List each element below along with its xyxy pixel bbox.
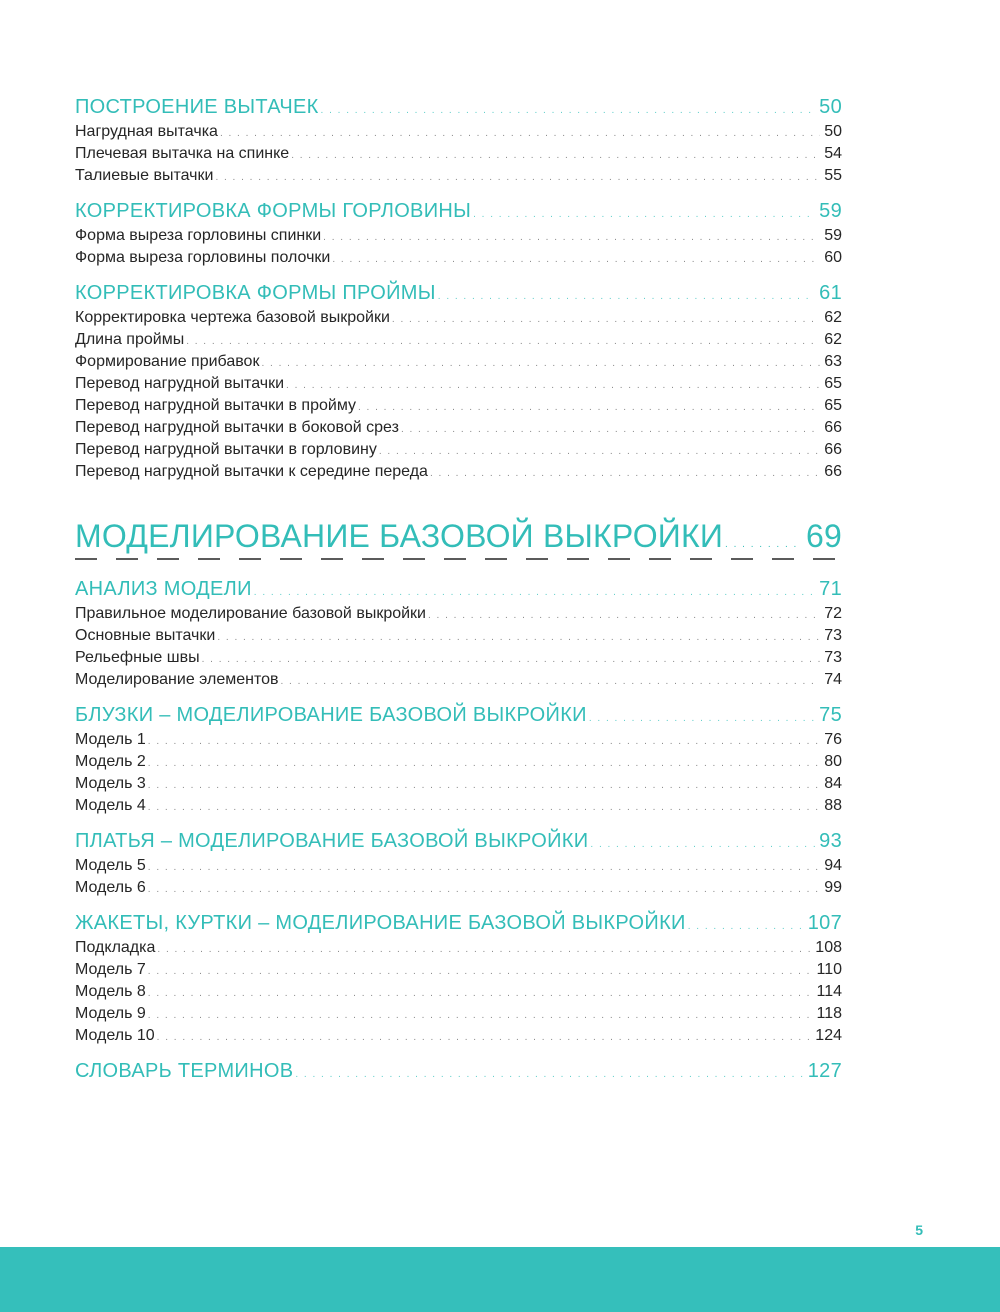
toc-item-page: 50 xyxy=(824,123,842,140)
dot-leader xyxy=(217,628,820,644)
toc-item-page: 73 xyxy=(824,627,842,644)
toc-item-title: Форма выреза горловины полочки xyxy=(75,249,331,266)
toc-section-page: 93 xyxy=(819,830,842,852)
toc-item-title: Модель 7 xyxy=(75,961,146,978)
toc-item-page: 60 xyxy=(824,249,842,266)
toc-section-title: БЛУЗКИ – МОДЕЛИРОВАНИЕ БАЗОВОЙ ВЫКРОЙКИ xyxy=(75,704,587,726)
toc-section-page: 107 xyxy=(807,912,842,934)
toc-section-title: АНАЛИЗ МОДЕЛИ xyxy=(75,578,252,600)
dot-leader xyxy=(148,962,813,978)
toc-section[interactable] xyxy=(75,200,842,227)
dot-leader xyxy=(148,1006,813,1022)
toc-item[interactable] xyxy=(75,605,842,627)
dot-leader xyxy=(215,168,820,184)
toc-item-page: 65 xyxy=(824,397,842,414)
toc-item[interactable] xyxy=(75,983,842,1005)
toc-section-page: 50 xyxy=(819,96,842,118)
dot-leader xyxy=(261,354,820,370)
dot-leader xyxy=(358,398,820,414)
toc-section-page: 61 xyxy=(819,282,842,304)
dot-leader xyxy=(148,754,820,770)
chapter-page: 69 xyxy=(806,518,842,554)
toc-item-page: 55 xyxy=(824,167,842,184)
toc-item-page: 118 xyxy=(816,1005,842,1022)
toc-item-title: Модель 2 xyxy=(75,753,146,770)
dot-leader xyxy=(148,858,820,874)
toc-section-title: КОРРЕКТИРОВКА ФОРМЫ ГОРЛОВИНЫ xyxy=(75,200,472,222)
toc-item-page: 124 xyxy=(815,1027,842,1044)
toc-item[interactable] xyxy=(75,879,842,901)
toc-section[interactable] xyxy=(75,830,842,857)
toc-item[interactable] xyxy=(75,627,842,649)
toc-item-title: Перевод нагрудной вытачки в боковой срез xyxy=(75,419,399,436)
dot-leader xyxy=(589,705,815,725)
toc-section[interactable] xyxy=(75,912,842,939)
toc-item-title: Длина проймы xyxy=(75,331,185,348)
toc-group-construction xyxy=(75,96,842,485)
dot-leader xyxy=(590,831,815,851)
toc-item-title: Модель 8 xyxy=(75,983,146,1000)
dot-leader xyxy=(332,250,820,266)
toc-item[interactable] xyxy=(75,375,842,397)
toc-chapter[interactable] xyxy=(75,518,842,558)
toc-item-page: 54 xyxy=(824,145,842,162)
toc-item-page: 62 xyxy=(824,331,842,348)
toc-item[interactable] xyxy=(75,145,842,167)
toc-item[interactable] xyxy=(75,331,842,353)
toc-item[interactable] xyxy=(75,419,842,441)
toc-item-title: Формирование прибавок xyxy=(75,353,260,370)
toc-item-page: 84 xyxy=(824,775,842,792)
toc-section-page: 59 xyxy=(819,200,842,222)
toc-section-page: 71 xyxy=(819,578,842,600)
toc-item[interactable] xyxy=(75,775,842,797)
toc-item-title: Основные вытачки xyxy=(75,627,216,644)
toc-item-page: 72 xyxy=(824,605,842,622)
toc-item[interactable] xyxy=(75,731,842,753)
toc-section-title: СЛОВАРЬ ТЕРМИНОВ xyxy=(75,1060,294,1082)
toc-item[interactable] xyxy=(75,441,842,463)
toc-item-title: Перевод нагрудной вытачки xyxy=(75,375,285,392)
toc-item[interactable] xyxy=(75,649,842,671)
dot-leader xyxy=(148,798,820,814)
dot-leader xyxy=(688,913,804,933)
toc-item-title: Талиевые вытачки xyxy=(75,167,214,184)
toc-item-title: Перевод нагрудной вытачки к середине переда xyxy=(75,463,428,480)
toc-item[interactable] xyxy=(75,249,842,271)
toc-section[interactable] xyxy=(75,96,842,123)
toc-item-title: Модель 6 xyxy=(75,879,146,896)
footer-band xyxy=(0,1247,1000,1312)
dot-leader xyxy=(473,201,815,221)
dot-leader xyxy=(186,332,820,348)
dot-leader xyxy=(148,984,813,1000)
toc-group-modeling xyxy=(75,578,842,1087)
dot-leader xyxy=(220,124,820,140)
toc-section[interactable] xyxy=(75,282,842,309)
dot-leader xyxy=(323,228,820,244)
toc-item[interactable] xyxy=(75,353,842,375)
toc-item-title: Модель 1 xyxy=(75,731,146,748)
toc-item-page: 99 xyxy=(824,879,842,896)
toc-item-title: Перевод нагрудной вытачки в горловину xyxy=(75,441,377,458)
toc-section[interactable] xyxy=(75,578,842,605)
toc-item-page: 73 xyxy=(824,649,842,666)
toc-item-title: Плечевая вытачка на спинке xyxy=(75,145,290,162)
toc-item[interactable] xyxy=(75,167,842,189)
dot-leader xyxy=(157,940,811,956)
toc-section-title: ЖАКЕТЫ, КУРТКИ – МОДЕЛИРОВАНИЕ БАЗОВОЙ ВЫКРОЙКИ xyxy=(75,912,686,934)
toc-section-page: 127 xyxy=(807,1060,842,1082)
toc-item-title: Модель 4 xyxy=(75,797,146,814)
toc-item-title: Подкладка xyxy=(75,939,156,956)
toc-item-page: 66 xyxy=(824,441,842,458)
toc-item-title: Модель 10 xyxy=(75,1027,155,1044)
toc-item-page: 114 xyxy=(816,983,842,1000)
toc-item[interactable] xyxy=(75,857,842,879)
dot-leader xyxy=(148,776,820,792)
toc-section-title: КОРРЕКТИРОВКА ФОРМЫ ПРОЙМЫ xyxy=(75,282,436,304)
dot-leader xyxy=(430,464,820,480)
toc-item-title: Модель 3 xyxy=(75,775,146,792)
dot-leader xyxy=(392,310,820,326)
dot-leader xyxy=(254,579,815,599)
dot-leader xyxy=(281,672,821,688)
toc-item[interactable] xyxy=(75,1027,842,1049)
toc-item-page: 80 xyxy=(824,753,842,770)
toc-item-title: Модель 5 xyxy=(75,857,146,874)
dot-leader xyxy=(295,1061,803,1081)
toc-item-page: 94 xyxy=(824,857,842,874)
dot-leader xyxy=(148,880,820,896)
toc-item-page: 66 xyxy=(824,463,842,480)
dot-leader xyxy=(401,420,820,436)
dot-leader xyxy=(286,376,820,392)
toc-item-title: Правильное моделирование базовой выкройки xyxy=(75,605,426,622)
toc-item-title: Перевод нагрудной вытачки в пройму xyxy=(75,397,356,414)
toc-item[interactable] xyxy=(75,397,842,419)
toc-item-page: 74 xyxy=(824,671,842,688)
toc-section[interactable] xyxy=(75,1060,842,1087)
dot-leader xyxy=(438,283,815,303)
dot-leader xyxy=(725,520,802,552)
toc-item[interactable] xyxy=(75,123,842,145)
toc-item-title: Корректировка чертежа базовой выкройки xyxy=(75,309,390,326)
toc-item-page: 63 xyxy=(824,353,842,370)
toc-item-page: 108 xyxy=(815,939,842,956)
toc-item[interactable] xyxy=(75,939,842,961)
toc-section[interactable] xyxy=(75,704,842,731)
toc-item-page: 88 xyxy=(824,797,842,814)
dot-leader xyxy=(157,1028,812,1044)
toc-item-title: Нагрудная вытачка xyxy=(75,123,218,140)
chapter-dashed-rule xyxy=(75,558,842,560)
toc-item[interactable] xyxy=(75,797,842,819)
toc-item-page: 110 xyxy=(816,961,842,978)
toc-item[interactable] xyxy=(75,1005,842,1027)
toc-item-page: 66 xyxy=(824,419,842,436)
toc-item[interactable] xyxy=(75,671,842,693)
dot-leader xyxy=(148,732,820,748)
toc-item-page: 59 xyxy=(824,227,842,244)
dot-leader xyxy=(428,606,820,622)
dot-leader xyxy=(291,146,820,162)
toc-item[interactable] xyxy=(75,463,842,485)
toc-item-title: Рельефные швы xyxy=(75,649,200,666)
dot-leader xyxy=(321,97,816,117)
page-number: 5 xyxy=(915,1222,923,1238)
toc-item[interactable] xyxy=(75,309,842,331)
dot-leader xyxy=(202,650,821,666)
toc-item-title: Форма выреза горловины спинки xyxy=(75,227,322,244)
toc-item[interactable] xyxy=(75,753,842,775)
toc-item-title: Модель 9 xyxy=(75,1005,146,1022)
toc-item-page: 65 xyxy=(824,375,842,392)
toc-section-page: 75 xyxy=(819,704,842,726)
toc-section-title: ПЛАТЬЯ – МОДЕЛИРОВАНИЕ БАЗОВОЙ ВЫКРОЙКИ xyxy=(75,830,589,852)
toc-item-page: 76 xyxy=(824,731,842,748)
chapter-title: МОДЕЛИРОВАНИЕ БАЗОВОЙ ВЫКРОЙКИ xyxy=(75,518,724,554)
dot-leader xyxy=(379,442,820,458)
toc-item-title: Моделирование элементов xyxy=(75,671,279,688)
toc-item-page: 62 xyxy=(824,309,842,326)
toc-item[interactable] xyxy=(75,227,842,249)
toc-section-title: ПОСТРОЕНИЕ ВЫТАЧЕК xyxy=(75,96,319,118)
toc-item[interactable] xyxy=(75,961,842,983)
table-of-contents xyxy=(75,96,842,1087)
